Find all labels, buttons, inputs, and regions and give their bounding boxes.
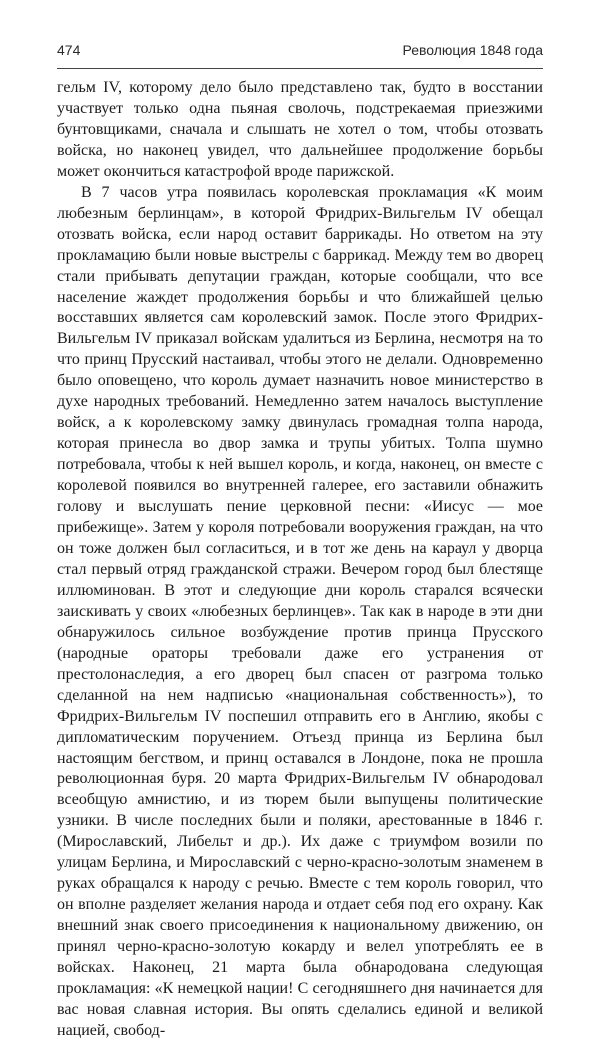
body-text [57,78,543,1042]
book-page [57,42,543,1042]
header-rule [57,68,543,69]
paragraph: В 7 часов утра появилась королевская прокламация «К моим любезным берлинцам», в которой Фридрих-Вильгельм IV обещал отозвать войска, если народ оставит баррикады. Но ответом на эту прокламацию были новые выстрелы с баррикад. Между тем во дворец стали прибывать депутации граждан, которые сообщали, что все население жаждет продолжения борьбы и что ближайшей целью восставших является сам королевский замок. После этого Фридрих-Вильгельм IV приказал войскам удалиться из Берлина, несмотря на то что принц Прусский настаивал, чтобы этого не делали. Одновременно было оповещено, что король думает назначить новое министерство в духе народных требований. Немедленно затем началось выступление войск, а к королевскому замку двинулась громадная толпа народа, которая принесла во двор замка и трупы убитых. Толпа шумно потребовала, чтобы к ней вышел король, и когда, наконец, он вместе с королевой появился во внутренней галерее, его заставили обнажить голову и выслушать пение церковной песни: «Иисус — мое прибежище». Затем у короля потребовали вооружения граждан, на что он тоже должен был согласиться, и в тот же день на караул у дворца стал первый отряд гражданской стражи. Вечером город был блестяще иллюминован. В этот и следующие дни король старался всячески заискивать у своих «любезных берлинцев». Так как в народе в эти дни обнаружилось сильное возбуждение против принца Прусского (народные ораторы требовали даже его устранения от престолонаследия, а его дворец был спасен от разгрома только сделанной на нем надписью «национальная собственность»), то Фридрих-Вильгельм IV поспешил отправить его в Англию, якобы с дипломатическим поручением. Отъезд принца из Берлина был настоящим бегством, и принц оставался в Лондоне, пока не прошла революционная буря. 20 марта Фридрих-Вильгельм IV обнародовал всеобщую амнистию, и из тюрем были выпущены политические узники. В числе последних были и поляки, арестованные в 1846 г. (Мирославский, Либельт и др.). Их даже с триумфом возили по улицам Берлина, и Мирославский с черно-красно-золотым знаменем в руках обращался к народу с речью. Вместе с тем король говорил, что он вполне разделяет желания народа и отдает себя под его охрану. Как внешний знак своего присоединения к национальному движению, он принял черно-красно-золотую кокарду и велел употреблять ее в войсках. Наконец, 21 марта была обнародована следующая прокламация: «К немецкой нации! С сегодняшнего дня начинается для вас новая славная история. Вы опять сделались единой и великой нацией, свобод- [57,183,543,1039]
paragraph-continued: гельм IV, которому дело было представлено так, будто в восстании участвует только одна пьяная сволочь, подстрекаемая приезжими бунтовщиками, сначала и слышать не хотел о том, чтобы отозвать войска, но наконец увидел, что дальнейшее продолжение борьбы может окончиться катастрофой вроде парижской. [57,79,543,180]
running-header [57,42,543,62]
running-title: Революция 1848 года [402,42,543,58]
page-number: 474 [57,42,81,58]
